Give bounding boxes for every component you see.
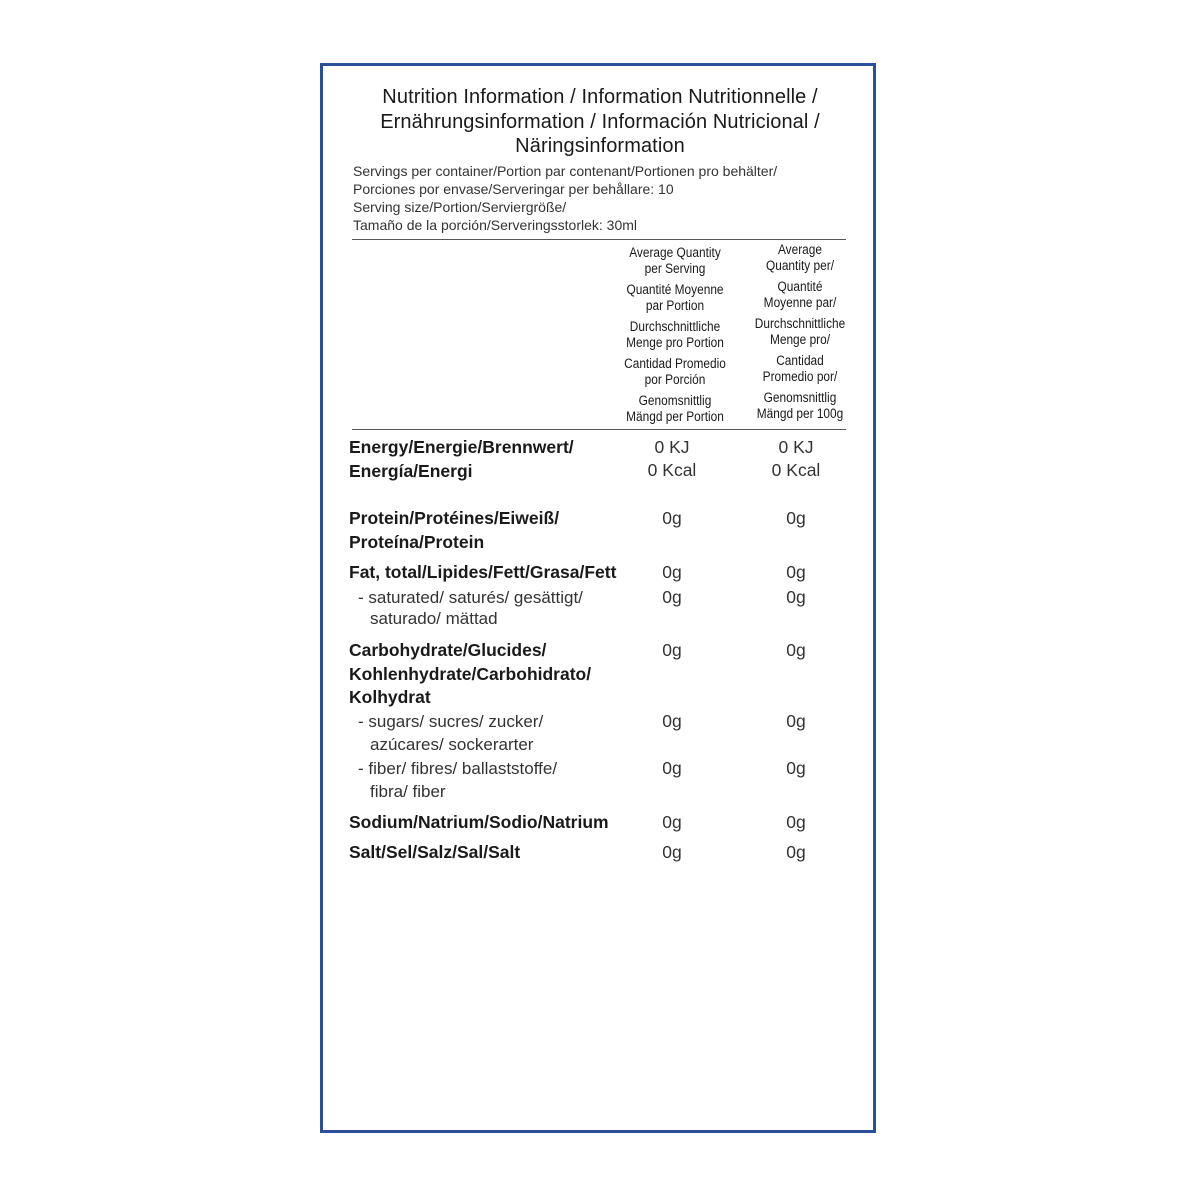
- serving-size-line-1: Serving size/Portion/Serviergröße/: [353, 199, 567, 215]
- col1-fr-line1: Quantité Moyenne: [626, 282, 724, 297]
- salt-serving-value: 0g: [662, 842, 682, 862]
- col1-es-line2: por Porción: [644, 371, 706, 387]
- col1-es-line1: Cantidad Promedio: [624, 356, 726, 371]
- col2-en-line2: Quantity per/: [765, 257, 835, 273]
- col1-fr-line2: par Portion: [645, 297, 705, 313]
- col1-sv-line1: Genomsnittlig: [638, 393, 712, 408]
- saturated-serving-value: 0g: [662, 587, 682, 607]
- servings-per-container-line-2: Porciones por envase/Serveringar per behållare: 10: [353, 181, 674, 197]
- protein-serving-value: 0g: [662, 508, 682, 528]
- fat-label: Fat, total/Lipides/Fett/Grasa/Fett: [349, 562, 617, 582]
- col1-en-line1: Average Quantity: [629, 245, 721, 260]
- col2-sv-line2: Mängd per 100g: [756, 405, 844, 421]
- col1-de-line2: Menge pro Portion: [626, 334, 724, 350]
- sugars-per100-value: 0g: [786, 711, 806, 731]
- title-line-1: Nutrition Information / Information Nutritionnelle /: [382, 86, 818, 108]
- col2-sv-line1: Genomsnittlig: [763, 390, 837, 405]
- servings-per-container-line-1: Servings per container/Portion par contenant/Portionen pro behälter/: [353, 163, 778, 179]
- fiber-per100-value: 0g: [786, 758, 806, 778]
- energy-label: Energy/Energie/Brennwert/ Energía/Energi: [349, 437, 574, 481]
- saturated-per100-value: 0g: [786, 587, 806, 607]
- energy-per100-value: 0 KJ 0 Kcal: [771, 437, 821, 480]
- col2-fr-line1: Quantité: [777, 279, 823, 294]
- saturated-fat-label: - saturated/ saturés/ gesättigt/ saturado/ mättad: [358, 588, 583, 628]
- title-line-2: Ernährungsinformation / Información Nutricional /: [380, 111, 820, 133]
- sodium-per100-value: 0g: [786, 812, 806, 832]
- col2-en-line1: Average: [777, 242, 823, 257]
- col1-de-line1: Durchschnittliche: [629, 319, 721, 334]
- carbohydrate-label: Carbohydrate/Glucides/ Kohlenhydrate/Carbohidrato/ Kolhydrat: [349, 640, 592, 707]
- col2-fr-line2: Moyenne par/: [763, 294, 837, 310]
- carbohydrate-serving-value: 0g: [662, 640, 682, 660]
- col1-sv-line2: Mängd per Portion: [626, 408, 724, 424]
- col2-es-line1: Cantidad: [776, 353, 824, 368]
- serving-size-line-2: Tamaño de la porción/Serveringsstorlek: 30ml: [353, 217, 638, 233]
- column-header-divider: [352, 429, 846, 430]
- fat-serving-value: 0g: [662, 562, 682, 582]
- col2-de-line2: Menge pro/: [769, 331, 831, 347]
- col2-es-line2: Promedio por/: [762, 368, 838, 384]
- salt-label: Salt/Sel/Salz/Sal/Salt: [349, 842, 521, 862]
- fiber-serving-value: 0g: [662, 758, 682, 778]
- fiber-label: - fiber/ fibres/ ballaststoffe/ fibra/ fiber: [358, 759, 558, 801]
- sugars-label: - sugars/ sucres/ zucker/ azúcares/ sockerarter: [358, 712, 544, 754]
- col1-en-line2: per Serving: [644, 260, 706, 276]
- protein-per100-value: 0g: [786, 508, 806, 528]
- fat-per100-value: 0g: [786, 562, 806, 582]
- sodium-label: Sodium/Natrium/Sodio/Natrium: [349, 812, 609, 832]
- protein-label: Protein/Protéines/Eiweiß/ Proteína/Protein: [349, 508, 560, 552]
- sugars-serving-value: 0g: [662, 711, 682, 731]
- col2-de-line1: Durchschnittliche: [754, 316, 846, 331]
- salt-per100-value: 0g: [786, 842, 806, 862]
- header-divider: [352, 239, 846, 240]
- sodium-serving-value: 0g: [662, 812, 682, 832]
- title-line-3: Näringsinformation: [515, 135, 685, 157]
- energy-serving-value: 0 KJ 0 Kcal: [647, 437, 697, 480]
- carbohydrate-per100-value: 0g: [786, 640, 806, 660]
